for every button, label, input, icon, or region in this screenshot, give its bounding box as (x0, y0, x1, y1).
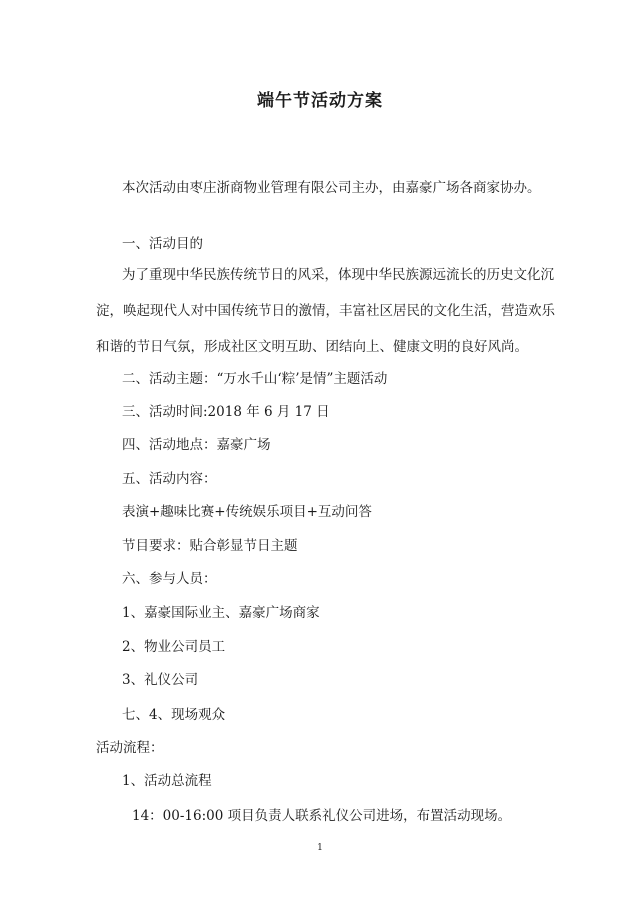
process-subheading: 1、活动总流程 (122, 773, 212, 789)
purpose-text-line-3: 和谐的节日气氛，形成社区文明互助、团结向上、健康文明的良好风尚。 (96, 339, 528, 355)
content-heading: 五、活动内容： (122, 471, 217, 487)
participant-item-4: 七、4、现场观众 (122, 707, 226, 723)
process-heading: 活动流程： (96, 740, 164, 756)
process-step-1: 14：00-16:00 项目负责人联系礼仪公司进场，布置活动现场。 (132, 808, 512, 824)
intro-paragraph: 本次活动由枣庄浙商物业管理有限公司主办，由嘉豪广场各商家协办。 (122, 180, 541, 196)
participant-item-1: 1、嘉豪国际业主、嘉豪广场商家 (122, 605, 320, 621)
participants-heading: 六、参与人员： (122, 571, 217, 587)
participant-item-2: 2、物业公司员工 (122, 639, 226, 655)
purpose-text-line-2: 淀，唤起现代人对中国传统节日的激情，丰富社区居民的文化生活，营造欢乐 (96, 303, 555, 319)
document-title: 端午节活动方案 (257, 91, 383, 111)
theme-line: 二、活动主题：“万水千山‘粽’是情”主题活动 (122, 371, 388, 387)
location-line: 四、活动地点：嘉豪广场 (122, 437, 271, 453)
section-purpose-heading: 一、活动目的 (122, 236, 203, 252)
time-line: 三、活动时间:2018 年 6 月 17 日 (122, 404, 330, 420)
content-items: 表演+趣味比赛+传统娱乐项目+互动问答 (122, 504, 372, 520)
participant-item-3: 3、礼仪公司 (122, 672, 199, 688)
program-requirement: 节目要求：贴合彰显节日主题 (122, 538, 298, 554)
page-number: 1 (317, 843, 323, 853)
purpose-text-line-1: 为了重现中华民族传统节日的风采，体现中华民族源远流长的历史文化沉 (122, 267, 554, 283)
